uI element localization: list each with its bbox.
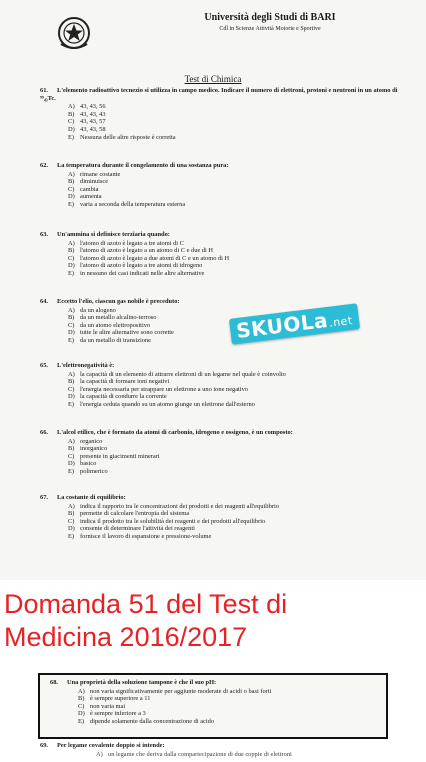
answer-option <box>68 445 400 453</box>
question-number: 67. <box>40 494 48 501</box>
answer-option <box>68 371 400 379</box>
answer-option <box>68 378 400 386</box>
option-letter: C) <box>68 452 75 460</box>
test-title: Test di Chimica <box>184 74 242 84</box>
option-text: cambia <box>80 185 99 193</box>
option-letter: B) <box>68 510 75 518</box>
question-number: 64. <box>40 298 48 305</box>
question-text <box>40 362 400 370</box>
answer-option <box>68 510 400 518</box>
answer-options <box>68 438 400 476</box>
question-prompt: Un'ammina si definisce terziaria quando: <box>57 231 170 238</box>
option-text: indica il rapporto tra le concentrazioni dei prodotti e dei reagenti all'equilibrio <box>80 502 280 510</box>
watermark-suffix: .net <box>328 313 354 330</box>
answer-option <box>68 270 400 278</box>
option-text: un legame che deriva dalla compartecipazione di due coppie di elettroni <box>108 750 292 758</box>
option-text: indica il prodotto tra le solubilità dei reagenti e dei prodotti all'equilibrio <box>80 517 266 525</box>
question-text <box>40 742 400 750</box>
question-prompt: La temperatura durante il congelamento di una sostanza pura: <box>57 162 229 169</box>
option-letter: D) <box>78 710 85 718</box>
highlighted-question <box>50 679 386 726</box>
option-letter: D) <box>68 262 75 270</box>
question-prompt: L'elemento radioattivo tecnezio si utilizza in campo medico. Indicare il numero di elettroni, protoni e neutroni in un atomo di ⁹⁹₄₃Tc. <box>40 87 398 102</box>
question-text <box>40 162 400 170</box>
question-prompt: Per legame covalente doppio si intende: <box>57 742 165 749</box>
answer-option <box>68 103 400 111</box>
option-text: tutte le altre alternative sono corrette <box>80 329 174 337</box>
answer-option <box>68 118 400 126</box>
option-text: permette di calcolare l'entropia del sistema <box>80 510 190 518</box>
option-text: l'atomo di azoto è legato a tre atomi di idrogeno <box>80 262 203 270</box>
option-text: l'atomo di azoto è legato a due atomi di C e un atomo di H <box>80 254 230 262</box>
question-text <box>50 679 386 687</box>
option-text: Nessuna delle altre risposte è corretta <box>80 133 176 141</box>
question-prompt: Una proprietà della soluzione tampone è che il suo pH: <box>67 679 217 686</box>
option-letter: A) <box>68 502 75 510</box>
option-letter: A) <box>68 170 75 178</box>
answer-option <box>68 468 400 476</box>
question-number: 62. <box>40 162 48 169</box>
answer-option <box>68 533 400 541</box>
answer-options <box>78 688 386 726</box>
option-letter: D) <box>68 393 75 401</box>
option-text: 43, 43, 43 <box>80 110 106 118</box>
question-block <box>40 429 400 476</box>
option-text: da un atomo elettropositivo <box>80 321 151 329</box>
question-text <box>40 231 400 239</box>
answer-options <box>68 503 400 541</box>
option-letter: D) <box>68 460 75 468</box>
answer-option <box>68 126 400 134</box>
answer-option <box>68 255 400 263</box>
answer-option <box>68 453 400 461</box>
option-letter: B) <box>68 247 75 255</box>
option-text: l'atomo di azoto è legato a un atomo di C e due di H <box>80 247 214 255</box>
answer-option <box>68 438 400 446</box>
option-letter: E) <box>68 400 75 408</box>
question-prompt: L'elettronegatività è: <box>57 362 115 369</box>
option-text: varia a seconda della temperatura esterna <box>80 200 186 208</box>
option-text: da un alogeno <box>80 306 116 314</box>
question-text <box>40 87 400 102</box>
question-block <box>40 87 400 141</box>
option-letter: E) <box>68 532 75 540</box>
answer-option <box>68 201 400 209</box>
option-text: non varia mai <box>90 702 126 710</box>
answer-option <box>78 710 386 718</box>
state-emblem-icon <box>56 14 92 52</box>
option-letter: C) <box>68 517 75 525</box>
option-letter: D) <box>68 525 75 533</box>
answer-option <box>68 193 400 201</box>
option-letter: D) <box>68 329 75 337</box>
answer-option <box>68 134 400 142</box>
answer-option <box>68 518 400 526</box>
course-name: Cdl in Scienze Attività Motorie e Sportive <box>219 26 321 32</box>
question-block <box>40 162 400 209</box>
question-prompt: La costante di equilibrio: <box>57 494 126 501</box>
option-letter: A) <box>96 750 103 758</box>
option-text: l'energia ceduta quando su un atomo giunge un elettrone dall'esterno <box>80 400 255 408</box>
option-text: 43, 43, 56 <box>80 103 106 111</box>
answer-option <box>68 262 400 270</box>
option-letter: B) <box>68 314 75 322</box>
option-letter: A) <box>68 306 75 314</box>
option-text: consente di determinare l'attività dei reagenti <box>80 525 195 533</box>
option-letter: A) <box>68 103 75 111</box>
option-text: la capacità di un elemento di attrarre elettroni di un legame nel quale è coinvolto <box>80 370 286 378</box>
banner-line-1: Domanda 51 del Test di <box>4 589 288 619</box>
answer-options <box>68 371 400 409</box>
answer-option <box>68 111 400 119</box>
question-block <box>40 494 400 541</box>
option-letter: E) <box>68 336 75 344</box>
red-caption-banner <box>0 588 426 654</box>
option-text: l'atomo di azoto è legato a tre atomi di C <box>80 239 184 247</box>
option-letter: D) <box>68 193 75 201</box>
option-text: da un metallo di transizione <box>80 336 151 344</box>
answer-options <box>68 751 400 759</box>
option-letter: A) <box>68 437 75 445</box>
option-text: aumenta <box>80 193 102 201</box>
answer-option <box>78 703 386 711</box>
answer-options <box>68 240 400 278</box>
option-text: l'energia necessaria per strappare un elettrone a uno ione negativo <box>80 385 249 393</box>
option-text: in nessuno dei casi indicati nelle altre alternative <box>80 269 205 277</box>
option-letter: B) <box>78 695 85 703</box>
question-number: 69. <box>40 742 48 749</box>
answer-option <box>68 525 400 533</box>
question-block <box>40 362 400 409</box>
option-letter: E) <box>78 717 85 725</box>
highlighted-question-box <box>38 673 388 739</box>
question-prompt: L'alcol etilico, che è formato da atomi di carbonio, idrogeno e ossigeno, è un composto: <box>57 429 293 436</box>
answer-option <box>68 401 400 409</box>
answer-option <box>78 695 386 703</box>
option-text: è sempre superiore a 11 <box>90 695 151 703</box>
answer-option <box>68 460 400 468</box>
option-text: inorganico <box>80 445 108 453</box>
question-number: 63. <box>40 231 48 238</box>
answer-option <box>78 718 386 726</box>
question-number: 61. <box>40 87 48 94</box>
answer-option <box>68 240 400 248</box>
option-text: presente in giacimenti minerari <box>80 452 160 460</box>
option-letter: E) <box>68 467 75 475</box>
answer-option <box>68 171 400 179</box>
option-letter: C) <box>68 321 75 329</box>
option-letter: D) <box>68 125 75 133</box>
answer-option <box>68 247 400 255</box>
option-text: da un metallo alcalino-terroso <box>80 314 157 322</box>
option-letter: E) <box>68 200 75 208</box>
question-prompt: Eccetto l'elio, ciascun gas nobile è preceduto: <box>57 298 180 305</box>
option-letter: C) <box>68 185 75 193</box>
option-text: polimerico <box>80 467 108 475</box>
question-number: 68. <box>50 679 58 686</box>
option-text: non varia significativamente per aggiunte moderate di acidi o basi forti <box>90 687 272 695</box>
question-text <box>40 429 400 437</box>
university-name: Università degli Studi di BARI <box>204 12 336 23</box>
option-letter: A) <box>78 687 85 695</box>
option-text: rimane costante <box>80 170 121 178</box>
option-text: la capacità di condurre la corrente <box>80 393 167 401</box>
question-text <box>40 494 400 502</box>
question-number: 66. <box>40 429 48 436</box>
watermark-brand: SKUOLa <box>234 307 330 344</box>
answer-option <box>68 386 400 394</box>
answer-option <box>96 751 400 759</box>
option-text: basico <box>80 460 97 468</box>
option-text: dipende solamente dalla concentrazione di acido <box>90 717 215 725</box>
option-letter: E) <box>68 133 75 141</box>
option-letter: B) <box>68 110 75 118</box>
option-text: diminuisce <box>80 178 109 186</box>
option-letter: B) <box>68 378 75 386</box>
option-text: è sempre inferiore a 3 <box>90 710 146 718</box>
answer-option <box>78 688 386 696</box>
banner-line-2: Medicina 2016/2017 <box>4 622 248 652</box>
option-letter: C) <box>68 254 75 262</box>
option-letter: A) <box>68 370 75 378</box>
answer-option <box>68 503 400 511</box>
answer-option <box>68 186 400 194</box>
option-letter: C) <box>78 702 85 710</box>
option-letter: C) <box>68 118 75 126</box>
option-letter: B) <box>68 445 75 453</box>
option-text: organico <box>80 437 103 445</box>
option-text: 43, 43, 57 <box>80 118 106 126</box>
answer-option <box>68 393 400 401</box>
answer-options <box>68 103 400 141</box>
answer-options <box>68 171 400 209</box>
question-number: 65. <box>40 362 48 369</box>
option-text: la capacità di formare ioni negativi <box>80 378 170 386</box>
question-block <box>40 231 400 278</box>
option-text: fornisce il lavoro di espansione e pressione-volume <box>80 532 212 540</box>
option-letter: A) <box>68 239 75 247</box>
option-letter: B) <box>68 178 75 186</box>
option-letter: E) <box>68 269 75 277</box>
next-question <box>40 742 400 762</box>
option-text: 43, 43, 58 <box>80 125 106 133</box>
answer-option <box>68 178 400 186</box>
option-letter: C) <box>68 385 75 393</box>
